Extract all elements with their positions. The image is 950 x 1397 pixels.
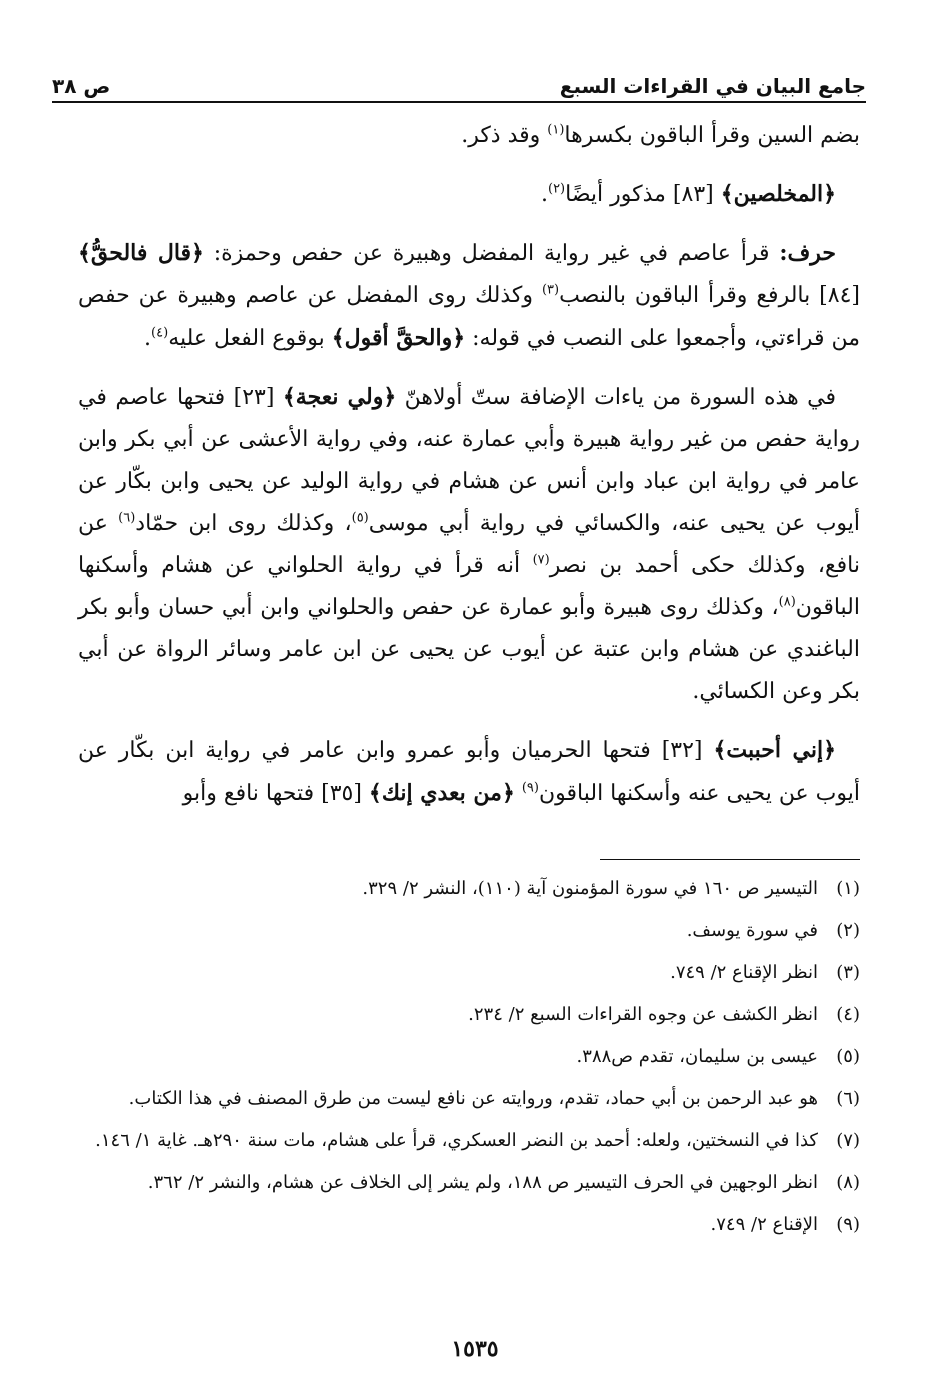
footnote-ref[interactable]: (٢) — [547, 181, 566, 197]
text-run: وقد ذكر. — [461, 123, 548, 148]
footnote — [78, 1209, 860, 1241]
text-run: [٣٢] فتحها الحرميان وأبو عمرو وابن عامر في رواية ابن بكّار عن أيوب عن يحيى عنه وأسكنها الباقون — [78, 738, 860, 806]
footnote-ref[interactable]: (٣) — [541, 282, 560, 298]
footnote-number: (١) — [836, 878, 860, 899]
footnote-text: في سورة يوسف. — [686, 920, 818, 941]
footnote-ref[interactable]: (٤) — [151, 325, 169, 341]
footnote-number: (٨) — [836, 1172, 860, 1193]
text-run: أنه قرأ في رواية الحلواني عن هشام وأسكنها الباقون — [78, 553, 860, 620]
footnote — [78, 1041, 860, 1073]
footnote-text: كذا في النسختين، ولعله: أحمد بن النضر العسكري، قرأ على هشام، مات سنة ٢٩٠هـ. غاية ١/ ١٤٦. — [95, 1130, 818, 1151]
footnote-number: (٢) — [836, 920, 860, 941]
paragraph-2 — [78, 173, 860, 216]
footnote-number: (٤) — [836, 1004, 860, 1025]
text-run: عن نافع، وكذلك حكى أحمد بن نصر — [78, 511, 860, 578]
paragraph-4 — [78, 376, 860, 713]
footnote-text: انظر الإقناع ٢/ ٧٤٩. — [670, 962, 818, 983]
footnote-text: انظر الوجهين في الحرف التيسير ص ١٨٨، ولم يشر إلى الخلاف عن هشام، والنشر ٢/ ٣٦٢. — [147, 1172, 818, 1193]
footnote-text: انظر الكشف عن وجوه القراءات السبع ٢/ ٢٣٤. — [468, 1004, 818, 1025]
text-run: بوقوع الفعل عليه — [168, 326, 332, 351]
footnote-text: التيسير ص ١٦٠ في سورة المؤمنون آية (١١٠)، النشر ٢/ ٣٢٩. — [362, 878, 818, 899]
header-rule — [52, 101, 866, 103]
footnote — [78, 1083, 860, 1115]
quran-word: ﴿من بعدي إنك﴾ — [368, 780, 515, 806]
quran-word: ﴿المخلصين﴾ — [720, 181, 836, 207]
footnote-number: (٧) — [836, 1130, 860, 1151]
footnote — [78, 1167, 860, 1199]
footnote — [78, 873, 860, 905]
footnote-ref[interactable]: (٩) — [521, 780, 539, 796]
quran-word: ﴿قال فالحقُّ﴾ — [78, 240, 204, 266]
text-run: [٣٥] فتحها نافع وأبو — [182, 781, 369, 806]
footnote-number: (٥) — [836, 1046, 860, 1067]
quran-word: ﴿والحقَّ أقول﴾ — [331, 325, 466, 351]
text-run — [515, 781, 522, 806]
footnote-ref[interactable]: (٥) — [351, 510, 369, 526]
footnote-number: (٩) — [836, 1214, 860, 1235]
footnote — [78, 999, 860, 1031]
text-run: [٨٤] بالرفع وقرأ الباقون بالنصب — [559, 283, 860, 308]
footnote — [78, 915, 860, 947]
footnote-separator — [600, 859, 860, 860]
paragraph-5 — [78, 729, 860, 815]
section-lead: حرف: — [779, 240, 836, 266]
footnote-text: هو عبد الرحمن بن أبي حماد، تقدم، وروايته عن نافع ليست من طرق المصنف في هذا الكتاب. — [128, 1088, 818, 1109]
footnote-ref[interactable]: (٨) — [778, 594, 796, 610]
text-run: وكذلك روى المفضل عن عاصم وهبيرة عن حفص من قراءتي، وأجمعوا على النصب في قوله: — [78, 283, 860, 351]
text-run: بضم السين وقرأ الباقون بكسرها — [564, 123, 860, 148]
main-text — [78, 115, 860, 831]
text-run: ، وكذلك روى هبيرة وأبو عمارة عن حفص والحلواني وابن أبي حسان وأبو بكر الباغندي عن هشام وابن عتبة عن أيوب عن يحيى عن ابن عامر وسائر الرواة عن أبي بكر وعن الكسائي. — [78, 595, 860, 704]
footnote-number: (٦) — [836, 1088, 860, 1109]
footnote-text: الإقناع ٢/ ٧٤٩. — [710, 1214, 818, 1235]
quran-word: ﴿إني أحببت﴾ — [713, 737, 836, 763]
book-title: جامع البيان في القراءات السبع — [559, 74, 866, 98]
quran-word: ﴿ولي نعجة﴾ — [282, 384, 397, 410]
text-run: . — [540, 182, 548, 207]
footnote-ref[interactable]: (٦) — [118, 510, 136, 526]
footnote — [78, 957, 860, 989]
paragraph-3 — [78, 232, 860, 360]
text-run: [٨٣] مذكور أيضًا — [565, 182, 721, 207]
footnotes — [78, 873, 860, 1251]
footnote — [78, 1125, 860, 1157]
footnote-text: عيسى بن سليمان، تقدم ص٣٨٨. — [576, 1046, 818, 1067]
text-run: [٢٣] فتحها عاصم في رواية حفص من غير رواية هبيرة وأبي عمارة عنه، وفي رواية الأعشى عن أبي بكر وابن عامر في رواية ابن عباد وابن أنس عن هشام في رواية الوليد عن يحيى وابن بكّار عن أيوب عن يحيى عنه، والكسائي في رواية أبي موسى — [78, 385, 861, 536]
footnote-ref[interactable]: (٧) — [532, 552, 550, 568]
footnote-number: (٣) — [836, 962, 860, 983]
text-run: ، وكذلك روى ابن حمّاد — [135, 511, 352, 536]
page-reference: ص ٣٨ — [52, 74, 111, 98]
page-number: ١٥٣٥ — [451, 1336, 499, 1362]
paragraph-1 — [78, 115, 860, 157]
text-run: . — [144, 326, 152, 351]
text-run: في هذه السورة من ياءات الإضافة ستّ أولاهنّ — [396, 385, 836, 410]
running-header — [52, 58, 866, 98]
text-run: قرأ عاصم في غير رواية المفضل وهبيرة عن حفص وحمزة: — [203, 241, 780, 266]
footnote-ref[interactable]: (١) — [547, 122, 565, 138]
